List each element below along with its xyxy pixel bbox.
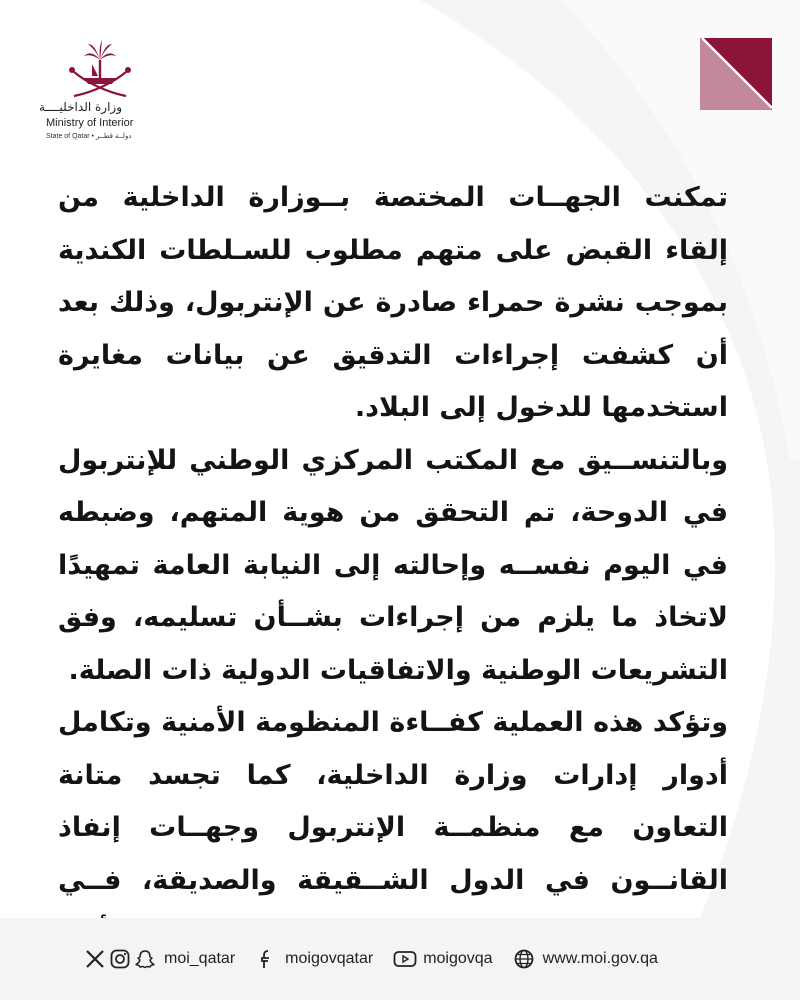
article-body — [58, 172, 728, 1000]
social-links — [84, 944, 658, 974]
youtube-handle[interactable]: moigovqa — [423, 950, 493, 967]
social-handle[interactable]: moi_qatar — [164, 950, 236, 967]
qatar-emblem-icon — [62, 38, 138, 102]
corner-decoration — [700, 38, 772, 110]
website-link[interactable]: www.moi.gov.qa — [542, 950, 658, 967]
facebook-handle[interactable]: moigovqatar — [285, 950, 374, 967]
x-icon[interactable] — [84, 948, 106, 970]
youtube-icon[interactable] — [393, 948, 415, 970]
globe-icon[interactable] — [513, 948, 535, 970]
state-line — [46, 132, 131, 140]
state-separator: • — [91, 133, 96, 140]
state-name-ar: دولــة قطــر — [95, 133, 132, 140]
ministry-name-ar: وزارة الداخليــــة — [39, 100, 122, 114]
ministry-name-en: Ministry of Interior — [46, 117, 134, 129]
state-name-en: State of Qatar — [46, 133, 90, 140]
instagram-icon[interactable] — [109, 948, 131, 970]
facebook-icon[interactable] — [255, 948, 277, 970]
social-footer — [0, 918, 800, 1000]
article-paragraph-2: وبالتنســيق مع المكتب المركزي الوطني للإنتربول في الدوحة، تم التحقق من هوية المتهم، وضبطه في اليوم نفســه وإحالته إلى النيابة العامة تمهيدًا لاتخاذ ما يلزم من إجراءات بشــأن تسليمه، وفق التشريعات الوطنية والاتفاقيات الدولية ذات الصلة. — [58, 444, 728, 686]
article-paragraph-1: تمكنت الجهــات المختصة بــوزارة الداخلية من إلقاء القبض على متهم مطلوب للسـلطات الكندية بموجب نشرة حمراء صادرة عن الإنتربول، وذلك بعد أن كشفت إجراءات التدقيق عن بيانات مغايرة استخدمها للدخول إلى البلاد. — [58, 182, 728, 423]
article-paragraph-3: وتؤكد هذه العملية كفــاءة المنظومة الأمنية وتكامل أدوار إدارات وزارة الداخلية، كما تجسد متانة التعاون مع منظمــة الإنتربول وجهــات إنفاذ القانــون في الدول الشــقيقة والصديقة، فــي — [58, 707, 728, 896]
ministry-logo — [40, 38, 160, 158]
snapchat-icon[interactable] — [134, 948, 156, 970]
